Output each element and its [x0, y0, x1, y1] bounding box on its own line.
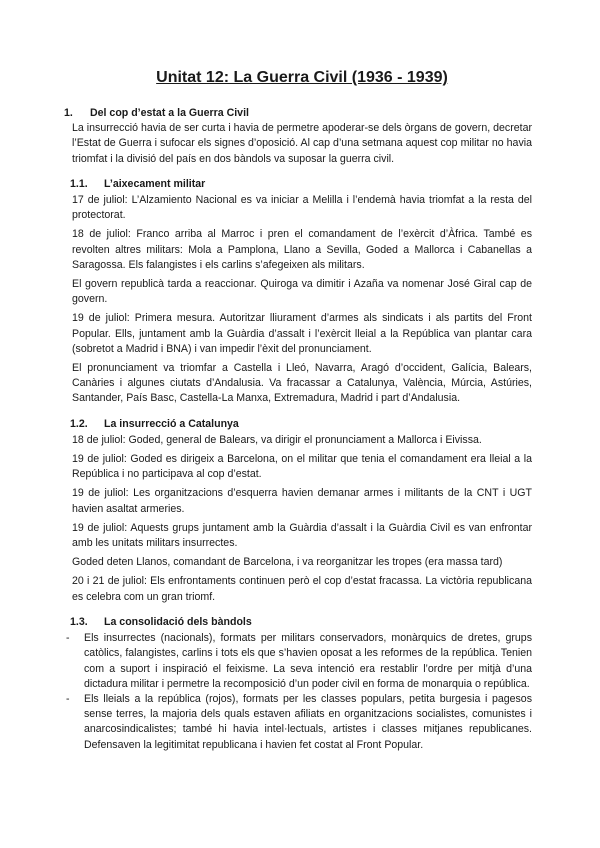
section-1-3-heading: [72, 615, 532, 630]
section-title: La consolidació dels bàndols: [104, 615, 252, 628]
section-1-text: La insurrecció havia de ser curta i havia de permetre apoderar-se dels òrgans de govern, decretar l’Estat de Guerra i sufocar els signes d’oposició. Al cap d’una setmana aquest cop militar no havia triomfat i la divisió del país en dos bàndols va suposar la guerra civil.: [72, 122, 532, 165]
list-item: [66, 692, 532, 753]
section-number: 1.: [64, 107, 73, 119]
paragraph: 19 de juliol: Les organitzacions d’esquerra havien demanar armes i militants de la CNT i UGT havien asaltat armeries.: [72, 487, 532, 515]
bullet-list: [66, 631, 532, 753]
paragraph: Goded deten Llanos, comandant de Barcelona, i va reorganitzar les tropes (era massa tard): [72, 556, 503, 569]
section-number: 1.1.: [70, 177, 88, 190]
list-item-text: Els lleials a la república (rojos), formats per les classes populars, petita burgesia i pagesos sense terres, la majoria dels quals estaven afiliats en organitzacions socialistes, comunistes i anarcosindicalistes; també hi havia intel·lectuals, artistes i classes mitjanes republicanes. Defensaven la legitimitat republicana i havien fet costat al Front Popular.: [84, 692, 532, 751]
paragraph: 19 de juliol: Goded es dirigeix a Barcelona, on el militar que tenia el comandament era lleial a la República i no participava al cop d’estat.: [72, 453, 532, 481]
section-1-1-heading: [72, 177, 532, 192]
list-item-text: Els insurrectes (nacionals), formats per militars conservadors, monàrquics de dretes, grups catòlics, falangistes, carlins i tots els que s’havien oposat a les reformes de la república. Tenien com a suport i inspiració el feixisme. La seva intenció era restablir l’ordre per mitjà d’una dictadura militar i permetre la recomposició d’un poder civil en forma de monarquia o república.: [84, 632, 532, 690]
paragraph: 17 de juliol: L’Alzamiento Nacional es va iniciar a Melilla i l’endemà havia triomfat a la resta del protectorat.: [72, 194, 532, 222]
section-number: 1.3.: [70, 615, 88, 628]
list-item: [66, 631, 532, 692]
section-title: Del cop d’estat a la Guerra Civil: [90, 107, 249, 119]
document-title: Unitat 12: La Guerra Civil (1936 - 1939): [156, 69, 448, 86]
paragraph: El pronunciament va triomfar a Castella i Lleó, Navarra, Aragó d’occident, Galícia, Balears, Canàries i algunes ciutats d’Andalusia. Va fracassar a Catalunya, València, Múrcia, Astúries, Santander, País Basc, Castella-La Manxa, Extremadura, Madrid i part d’Andalusia.: [72, 362, 532, 405]
section-1-2-heading: [72, 417, 532, 432]
dash-bullet: -: [66, 632, 70, 645]
section-title: La insurrecció a Catalunya: [104, 417, 239, 430]
paragraph: 18 de juliol: Goded, general de Balears, va dirigir el pronunciament a Mallorca i Eivissa.: [72, 433, 482, 446]
paragraph: 20 i 21 de juliol: Els enfrontaments continuen però el cop d’estat fracassa. La victòria republicana es celebra com un gran triomf.: [72, 575, 532, 603]
paragraph: 18 de juliol: Franco arriba al Marroc i pren el comandament de l’exèrcit d’Àfrica. També es revolten altres militars: Mola a Pamplona, Llano a Sevilla, Goded a Mallorca i Cabanellas a Saragossa. Els falangistes i els carlins s’afegeixen als militars.: [72, 228, 532, 271]
section-title: L’aixecament militar: [104, 177, 206, 190]
section-1-heading: [64, 106, 532, 121]
paragraph: 19 de juliol: Aquests grups juntament amb la Guàrdia d’assalt i la Guàrdia Civil es van enfrontar amb les unitats militars insurrectes.: [72, 521, 532, 550]
section-number: 1.2.: [70, 417, 88, 430]
paragraph: El govern republicà tarda a reaccionar. Quiroga va dimitir i Azaña va nomenar José Giral cap de govern.: [72, 278, 532, 306]
paragraph: 19 de juliol: Primera mesura. Autoritzar lliurament d’armes als sindicats i als partits del Front Popular. Ells, juntament amb la Guàrdia d’assalt i l’exèrcit lleial a la República van plantar cara (sobretot a Madrid i BNA) i van impedir l’èxit del pronunciament.: [72, 312, 532, 355]
dash-bullet: -: [66, 692, 70, 705]
